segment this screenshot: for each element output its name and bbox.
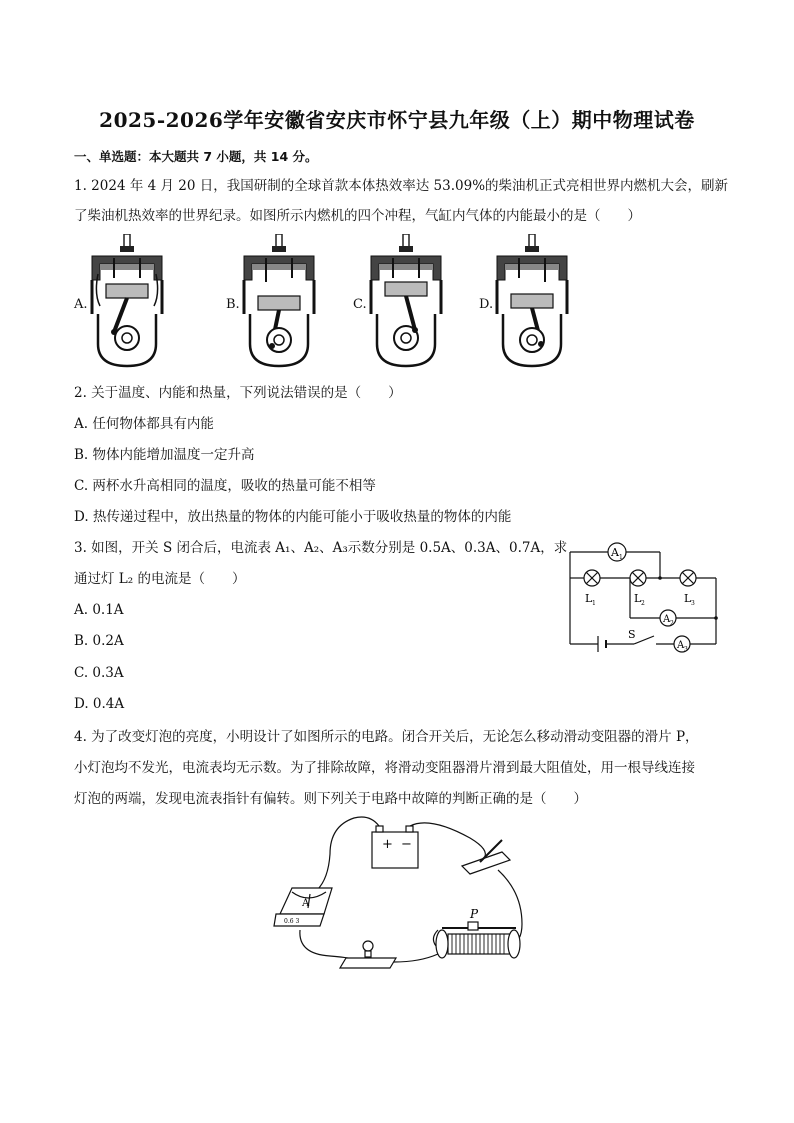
- q3-option-a: A. 0.1A: [74, 602, 124, 618]
- engine-diagram-d: [489, 234, 575, 370]
- q1-option-c-label: C.: [353, 297, 367, 312]
- q3-stem-line1: 3. 如图，开关 S 闭合后，电流表 A₁、A₂、A₃示数分别是 0.5A、0.3A、0.7A，求: [74, 540, 568, 556]
- q1-option-b-label: B.: [226, 297, 240, 312]
- ammeter-a1-label: A: [611, 546, 619, 559]
- ammeter-a1-sub: 1: [619, 554, 623, 561]
- ammeter-a3-label: A: [677, 640, 685, 651]
- q3-stem-line2: 通过灯 L₂ 的电流是（ ）: [74, 571, 246, 587]
- lamp-l3-sub: 3: [691, 600, 695, 607]
- q1-stem-line1: 1. 2024 年 4 月 20 日，我国研制的全球首款本体热效率达 53.09%的柴油机正式亮相世界内燃机大会，刷新: [74, 178, 729, 194]
- q4-stem-line1: 4. 为了改变灯泡的亮度，小明设计了如图所示的电路。闭合开关后，无论怎么移动滑动变阻器的滑片 P，: [74, 729, 699, 745]
- lamp-l3-label: L: [684, 592, 692, 605]
- q1-stem-line2: 了柴油机热效率的世界纪录。如图所示内燃机的四个冲程，气缸内气体的内能最小的是（ ）: [74, 208, 641, 224]
- q2-option-d: D. 热传递过程中，放出热量的物体的内能可能小于吸收热量的物体的内能: [74, 509, 512, 525]
- slider-p-label: P: [470, 907, 479, 921]
- q2-option-c: C. 两杯水升高相同的温度，吸收的热量可能不相等: [74, 478, 376, 494]
- q4-circuit-illustration: [270, 814, 540, 976]
- page-title: 2025-2026学年安徽省安庆市怀宁县九年级（上）期中物理试卷: [99, 108, 695, 132]
- ammeter-scale-label: 0.6 3: [284, 918, 300, 925]
- ammeter-dial-label: A: [302, 898, 310, 909]
- q3-circuit-diagram: [564, 540, 724, 658]
- engine-diagram-a: [84, 234, 170, 370]
- section-heading: 一、单选题：本大题共 7 小题，共 14 分。: [74, 149, 318, 164]
- q1-option-d-label: D.: [479, 297, 494, 312]
- q3-option-c: C. 0.3A: [74, 665, 124, 681]
- ammeter-a3-sub: 3: [684, 646, 688, 653]
- engine-diagram-c: [363, 234, 449, 370]
- q3-option-b: B. 0.2A: [74, 633, 124, 649]
- battery-plus-label: +: [382, 837, 393, 852]
- lamp-l1-sub: 1: [592, 600, 596, 607]
- switch-s-label: S: [628, 628, 636, 641]
- q3-option-d: D. 0.4A: [74, 696, 125, 712]
- ammeter-a2-sub: 2: [670, 620, 674, 627]
- q1-option-a-label: A.: [74, 297, 88, 312]
- engine-diagram-b: [236, 234, 322, 370]
- q2-stem: 2. 关于温度、内能和热量，下列说法错误的是（ ）: [74, 385, 402, 401]
- lamp-l1-label: L: [585, 592, 593, 605]
- ammeter-a2-label: A: [663, 614, 671, 625]
- q2-option-b: B. 物体内能增加温度一定升高: [74, 447, 255, 463]
- q4-stem-line3: 灯泡的两端，发现电流表指针有偏转。则下列关于电路中故障的判断正确的是（ ）: [74, 791, 587, 807]
- q4-stem-line2: 小灯泡均不发光，电流表均无示数。为了排除故障，将滑动变阻器滑片滑到最大阻值处，用一根导线连接: [74, 760, 695, 776]
- lamp-l2-label: L: [634, 592, 642, 605]
- lamp-l2-sub: 2: [641, 600, 645, 607]
- battery-minus-label: −: [401, 837, 412, 852]
- q2-option-a: A. 任何物体都具有内能: [74, 416, 214, 432]
